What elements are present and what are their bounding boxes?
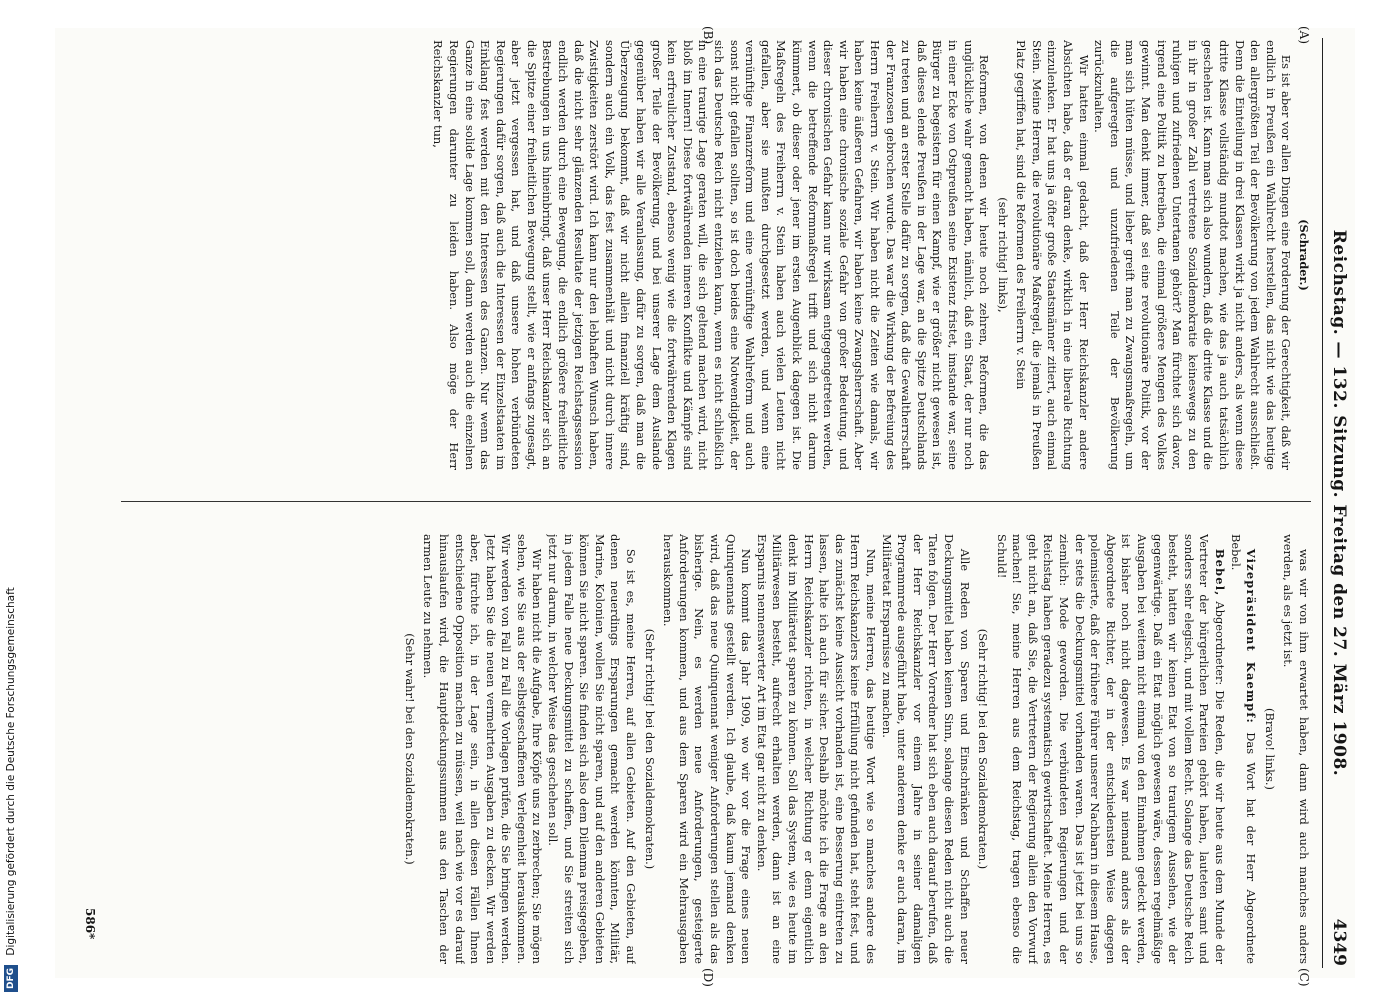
speaker-name: Vizepräsident Kaempf: [1244, 548, 1259, 724]
digitization-credit [0, 0, 22, 1000]
bebel-statement [993, 534, 1227, 964]
left-column [111, 40, 1311, 470]
page-number: 4349 [1329, 918, 1349, 966]
paragraph: Es ist aber vor allen Dingen eine Forderung der Gerechtigkeit, daß wir endlich in Preußen ein Wahlrecht herstellen, das nicht wie das heutige den allergrößten Teil der Bevölkerung von jedem Wahlrecht ausschließt. Denn die Einteilung in drei Klassen wirkt ja nicht anders, als wenn diese dritte Klasse vollständig mundtot machen, wie das ja auch tatsächlich geschehen ist. Kann man sich also wundern, daß die dritte Klasse und die in ihr in großer Zahl vertretene Sozialdemokratie keineswegs zu den ruhigen und zufriedenen Untertanen gehört? Man fürchtet sich davor, irgend eine Politik zu betreiben, die einmal größere Mengen des Volkes gewinnt. Man denkt immer, daß sei eine revolutionäre Politik, vor der man sich hüten müsse, und lieber greift man zu Zwangsmaßregeln, um die aufgeregten und unzufriedenen Teile der Bevölkerung zurückzuhalten. [1092, 40, 1294, 470]
paragraph: Reformen, von denen wir heute noch zehren, Reformen, die das unglückliche wahr gemacht haben, nämlich, daß ein Staat, der nur noch in einer Ecke von Ostpreußen seine Existenz fristet, imstande war, seine Bürger zu begeistern für einen Kampf, wie er größer nicht gewesen ist, daß dieses elende Preußen in der Lage war, an die Spitze Deutschlands zu treten und an erster Stelle dafür zu sorgen, daß die Gewaltherrschaft der Franzosen gebrochen wurde. Das war die Wirkung der Befreiung des Herrn Freiherrn v. Stein. Wir haben nicht die Zeiten wie damals, wir haben keine äußeren Gefahren, wir haben keine Zwangsherrschaft. Aber wir haben eine chronische soziale Gefahr von großer Bedeutung, und dieser chronischen Gefahr kann nur wirksam entgegengetreten werden, wenn die betreffende Reformmaßregel trifft und sich nicht darum kümmert, ob dieser oder jener im ersten Augenblick dagegen ist. Die Maßregeln des Freiherrn v. Stein haben auch vielen Leuten nicht gefallen, aber sie mußten durchgesetzt werden, und wenn eine vernünftige Finanzreform und eine vernünftige Wahlreform und auch sonst nicht gefallen sollten, so ist doch beides eine Notwendigkeit, der sich das Deutsche Reich nicht entziehen kann, wenn es nicht schließlich in eine traurige Lage geraten will, die sich geltend machen wird, nicht bloß im Innern! Diese fortwährenden inneren Konflikte und Kämpfe sind kein erfreulicher Zustand, ebenso wenig wie die fortwährenden Klagen großer Teile der Bevölkerung, und bei unserer Lage dem Auslande gegenüber haben wir alle Veranlassung, dafür zu sorgen, daß man die Überzeugung bekommt, daß wir nicht allein finanziell kräftig sind, sondern auch ein Volk, das fest zusammenhält und nicht durch innere Zwistigkeiten zerstört wird. Ich kann nur den lebhaften Wunsch haben, daß die nicht sehr glänzenden Resultate der jetzigen Reichstagssession endlich werden durch eine Bewegung, die endlich größere freiheitliche Bestrebungen in uns hineinbringt, daß unser Herr Reichskanzler sich an die Spitze einer freiheitlichen Bewegung stellt, wie er anfangs zugesagt, aber jetzt vergessen hat, und daß unsere hohen verbündeten Regierungen dafür sorgen, daß auch die Interessen der Einzelstaaten im Einklang fest werden mit den Interessen des Ganzen. Nur wenn das Ganze in eine solide Lage kommen soll, dann werden auch die einzelnen Regierungen darunter zu leiden haben. Also möge der Herr Reichskanzler tun, [431, 40, 992, 470]
credit-text: Digitalisierung gefördert durch die Deutsche Forschungsgemeinschaft [5, 587, 17, 956]
speaker-name: Bebel, [1213, 548, 1228, 597]
interjection: (Bravo! links.) [1262, 708, 1277, 790]
paragraph: Nun kommt das Jahr 1909, wo wir vor die Frage eines neuen Quinquennats gestellt werden. Ich glaube, daß kaum jemand denken wird, daß das neue Quinquennat weniger Anforderungen stellen als das bisherige. Nein, es werden neue Anforderungen, gesteigerte Anforderungen kommen, und aus dem Sparen wird ein Mehrausgaben herauskommen. [661, 534, 754, 964]
page-header [1322, 38, 1353, 968]
column-divider [121, 501, 1311, 502]
margin-marker-a: (A) [1297, 26, 1311, 45]
interjection: (sehr richtig! links), [995, 197, 1010, 313]
interjection: (Sehr richtig! bei den Sozialdemokraten.) [642, 628, 657, 870]
interjection: (Sehr wahr! bei den Sozialdemokraten.) [402, 633, 417, 865]
paragraph: Alle Reden von Sparen und Einschränken und Schaffen neuer Deckungsmittel haben keinen Sinn, solange diesen Reden nicht auch die Taten folgen. Der Herr Vorredner hat sich eben auch darauf berufen, daß der Herr Reichskanzler vor einem Jahre in seiner damaligen Programmrede ausgeführt habe, unter anderem denke er auch daran, im Militäretat Ersparnisse zu machen. [879, 534, 972, 964]
statement-text: Das Wort hat der Herr Abgeordnete Bebel. [1228, 534, 1259, 964]
margin-marker-d: (D) [701, 968, 715, 987]
paragraph: Nun, meine Herren, das heutige Wort wie so manches andere des Herrn Reichskanzlers keine Erfüllung nicht gefunden hat, steht fest, und das zunächst keine Aussicht vorhanden ist, eine Besserung eintreten zu lassen, halte ich auch für sicher. Deshalb möchte ich die Frage an den Herrn Reichskanzler richten, in welcher Richtung er denn eigentlich denkt im Militäretat sparen zu können. Soll das System, wie es heute im Militärwesen besteht, aufrecht erhalten werden, dann ist an eine Ersparnis nennenswerter Art im Etat gar nicht zu denken. [754, 534, 878, 964]
dfg-logo-icon: DFG [4, 965, 18, 992]
margin-marker-b: (B) [701, 26, 715, 45]
document-page [55, 26, 1355, 987]
statement-text: Abgeordneter: Die Reden, die wir heute aus dem Munde der Vertreter der bürgerlichen Parteien gehört haben, lauteten samt und sonders sehr elegisch, und mit vollem Recht. Solange das Deutsche Reich besteht, hatten wir keinen Etat von so traurigem Aussehen, wie der gegenwärtige. Daß ein Etat möglich gewesen wäre, dessen regelmäßige Ausgaben bei weitem nicht einmal von den Einnahmen gedeckt werden, ist bisher noch nicht dagewesen. Es war niemand anders als der Abgeordnete Richter, der in der entschiedensten Weise dagegen polemisierte, daß der frühere Führer unserer Nachbarn in diesem Hause, der stets die Deckungsmittel vorhanden waren. Das ist jetzt bei uns so ziemlich: Mode geworden. Die verbündeten Regierungen und der Reichstag haben geradezu systematisch gewirtschaftet. Meine Herren, es geht nicht an, daß Sie, die Vertretern der Regierung allein den Vorwurf machen! Sie, meine Herren aus dem Reichstag, tragen ebenso die Schuld! [994, 534, 1228, 964]
president-statement [1227, 534, 1258, 964]
running-title: Reichstag. — 132. Sitzung. Freitag den 27. März 1908. [1329, 229, 1349, 777]
paragraph: Wir hatten einmal gedacht, daß der Herr Reichskanzler andere Absichten habe, daß er daran denke, wirklich in eine liberale Richtung einzulenken. Er hat uns ja öfter große Staatsmänner zitiert, auch einmal Stein. Meine Herren, die revolutionäre Maßregel, die jemals in Preußen Platz gegriffen hat, sind die Reformen des Freiherrn v. Stein [1014, 40, 1091, 470]
sheet-signature: 586* [83, 908, 97, 940]
paragraph: Wir haben nicht die Aufgabe, Ihre Köpfe uns zu zerbrechen; Sie mögen sehen, wie Sie aus der selbstgeschaffenen Verlegenheit herauskommen. Wir werden von Fall zu Fall die Vorlagen prüfen, die Sie bringen werden. Jetzt haben Sie die neuen vermehrten Ausgaben zu decken. Wir werden aber, fürchte ich, in der Lage sein, in allen diesen Fällen Ihnen entschiedene Opposition machen zu müssen, weil nach wie vor es darauf hinauslaufen wird, die Hauptdeckungssummen aus den Taschen der armen Leute zu nehmen. [421, 534, 545, 964]
right-column [111, 534, 1311, 964]
paragraph: So ist es, meine Herren, auf allen Gebieten. Auf den Gebieten, auf denen neuerdings Ersparungen gemacht werden könnten, Militär, Marine, Kolonien, wollen Sie nicht sparen, und auf den anderen Gebieten können Sie nicht sparen. Sie finden sich also dem Dilemma preisgegeben, in jedem Falle neue Deckungsmittel zu schaffen, und Sie streiten sich jetzt nur darum, in welcher Weise das geschehen soll. [546, 534, 639, 964]
speaker-label: (Schrader.) [1297, 219, 1311, 291]
margin-marker-c: (C) [1297, 968, 1311, 987]
interjection: (Sehr richtig! bei den Sozialdemokraten.) [976, 628, 991, 870]
paragraph: was wir von ihm erwartet haben, dann wird auch manches anders werden, als es jetzt ist. [1281, 534, 1311, 964]
